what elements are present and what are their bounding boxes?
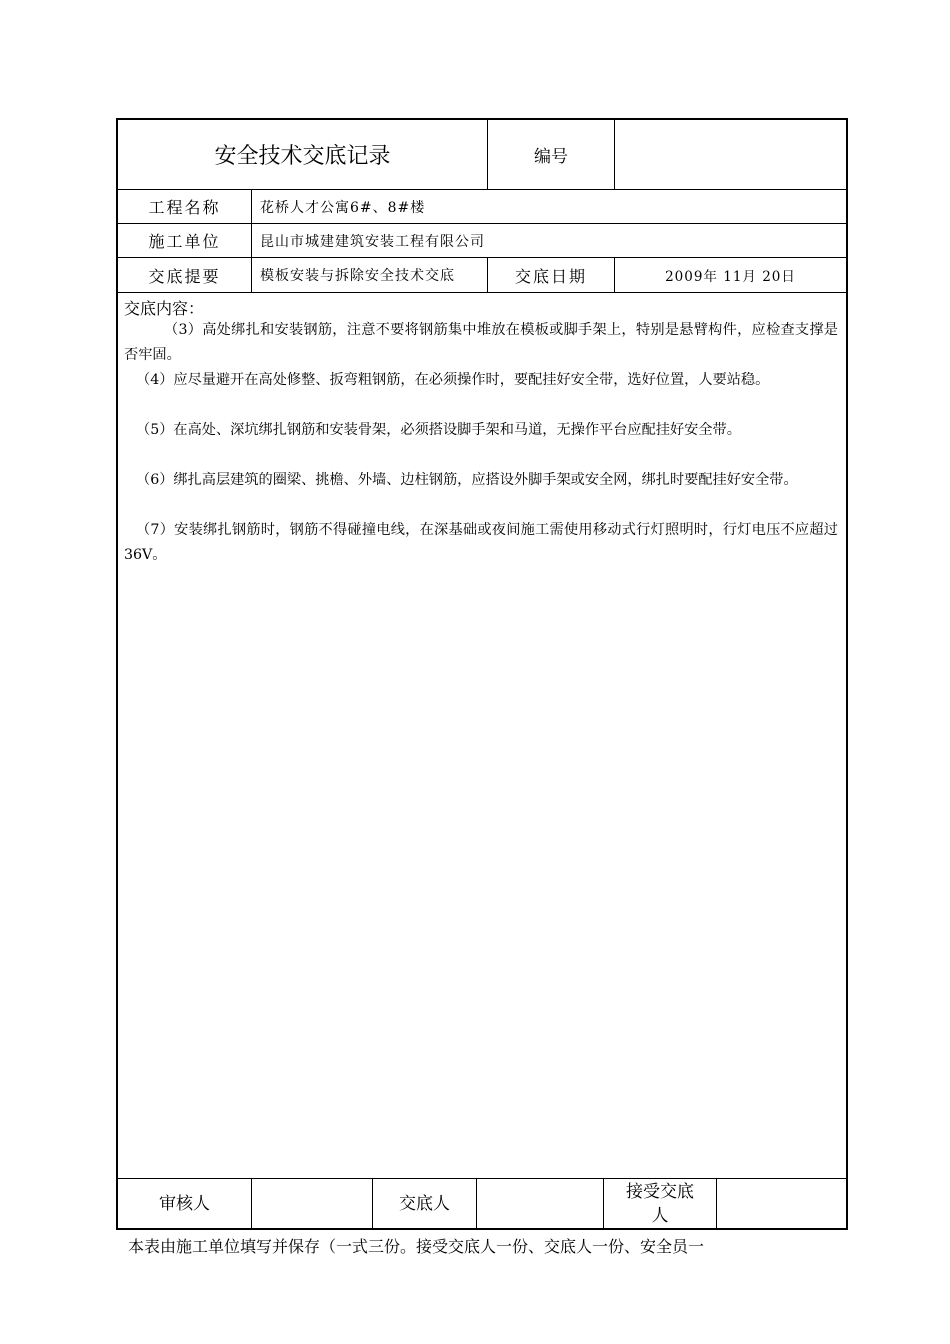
- footer-note: 本表由施工单位填写并保存（一式三份。接受交底人一份、交底人一份、安全员一: [128, 1237, 705, 1256]
- reviewer-label: 审核人: [159, 1194, 210, 1214]
- row-divider: [117, 292, 847, 293]
- content-label: 交底内容：: [124, 299, 205, 318]
- receiver-label: 接受交底人: [626, 1182, 694, 1226]
- discloser-label: 交底人: [399, 1194, 450, 1214]
- content-paragraph: （3）高处绑扎和安装钢筋，注意不要将钢筋集中堆放在模板或脚手架上，特别是悬臂构件，应检查支撑是否牢固。: [124, 322, 838, 363]
- content-paragraph: （6）绑扎高层建筑的圈梁、挑檐、外墙、边柱钢筋，应搭设外脚手架或安全网，绑扎时要配挂好安全带。: [136, 472, 798, 488]
- content-paragraph: （5）在高处、深坑绑扎钢筋和安装骨架，必须搭设脚手架和马道，无操作平台应配挂好安全带。: [136, 422, 741, 438]
- content-paragraph: （4）应尽量避开在高处修整、扳弯粗钢筋，在必须操作时，要配挂好安全带，选好位置，人要站稳。: [136, 372, 770, 388]
- date-value: 2009年 11月 20日: [665, 269, 796, 285]
- project-name-value: 花桥人才公寓6#、8#楼: [260, 199, 426, 216]
- project-name-label: 工程名称: [148, 198, 221, 217]
- form-title: 安全技术交底记录: [214, 144, 391, 169]
- date-label: 交底日期: [514, 266, 587, 286]
- number-label: 编号: [534, 147, 568, 167]
- number-field: [615, 120, 846, 189]
- construction-unit-label: 施工单位: [148, 232, 221, 251]
- summary-label: 交底提要: [148, 266, 221, 286]
- discloser-signature-field: [477, 1179, 603, 1229]
- col-divider: [603, 1178, 604, 1229]
- reviewer-signature-field: [252, 1179, 372, 1229]
- content-paragraph: （7）安装绑扎钢筋时，钢筋不得碰撞电线，在深基础或夜间施工需使用移动式行灯照明时，行灯电压不应超过36V。: [124, 522, 838, 563]
- receiver-signature-field: [717, 1179, 846, 1229]
- summary-value: 模板安装与拆除安全技术交底: [260, 268, 455, 284]
- construction-unit-value: 昆山市城建建筑安装工程有限公司: [260, 233, 485, 250]
